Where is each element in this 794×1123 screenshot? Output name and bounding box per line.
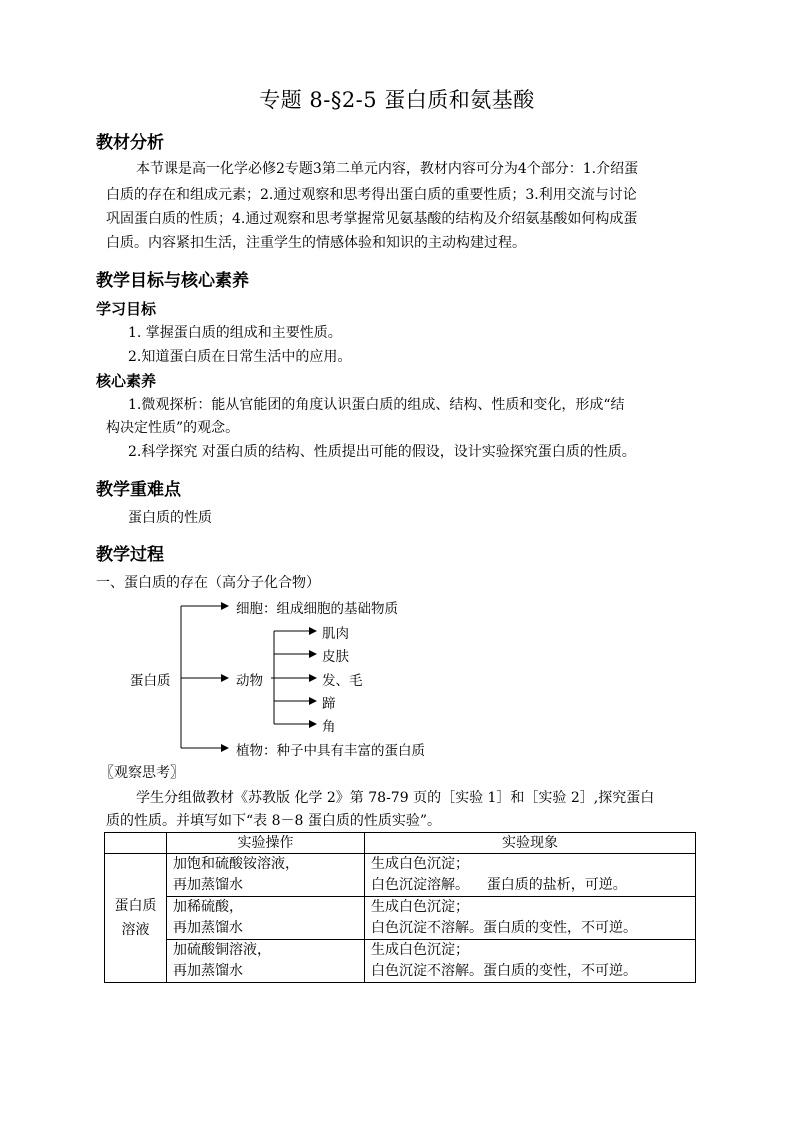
table-cell-result <box>365 897 696 940</box>
observe-line-2: 质的性质。并填写如下“表 8－8 蛋白质的性质实验”。 <box>106 813 442 829</box>
core-line-3: 2.科学探究 对蛋白质的结构、性质提出可能的假设，设计实验探究蛋白质的性质。 <box>128 444 636 460</box>
cell-line: 生成白色沉淀； <box>371 942 469 958</box>
keypoints-heading: 教学重难点 <box>96 480 181 500</box>
table-cell-op <box>167 897 365 940</box>
core-literacy-heading: 核心素养 <box>96 372 157 390</box>
learning-goals-heading: 学习目标 <box>96 300 157 318</box>
cell-line: 加稀硫酸， <box>173 899 243 915</box>
learning-goal-1: 1. 掌握蛋白质的组成和主要性质。 <box>128 325 342 341</box>
cell-line: 白色沉淀溶解。 蛋白质的盐析，可逆。 <box>371 877 627 893</box>
analysis-line-2: 白质的存在和组成元素；2.通过观察和思考得出蛋白质的重要性质；3.利用交流与讨论 <box>106 187 637 203</box>
cell-line: 加硫酸铜溶液， <box>173 942 271 958</box>
analysis-line-4: 白质。内容紧扣生活，注重学生的情感体验和知识的主动构建过程。 <box>106 235 526 251</box>
observe-line-1: 学生分组做教材《苏教版 化学 2》第 78-79 页的［实验 1］和［实验 2］,探究蛋白 <box>136 790 655 806</box>
table-row <box>105 854 696 897</box>
table-header-op: 实验操作 <box>167 833 365 854</box>
table-cell-op <box>167 854 365 897</box>
row-head-line: 蛋白质 <box>114 898 157 914</box>
cell-line: 再加蒸馏水 <box>173 877 243 893</box>
diagram-animal: 动物 <box>236 673 263 689</box>
learning-goal-2: 2.知道蛋白质在日常生活中的应用。 <box>128 349 352 365</box>
goals-heading: 教学目标与核心素养 <box>96 271 249 291</box>
protein-experiment-table <box>104 832 696 983</box>
table-header-row <box>105 833 696 854</box>
table-row <box>105 897 696 940</box>
cell-line: 生成白色沉淀； <box>371 856 469 872</box>
cell-line: 再加蒸馏水 <box>173 920 243 936</box>
table-corner-cell <box>105 833 167 854</box>
cell-line: 白色沉淀不溶解。蛋白质的变性，不可逆。 <box>371 920 637 936</box>
core-line-1: 1.微观探析：能从官能团的角度认识蛋白质的组成、结构、性质和变化，形成“结 <box>128 397 625 413</box>
diagram-animal-item: 皮肤 <box>322 649 349 665</box>
diagram-root: 蛋白质 <box>130 673 171 689</box>
table-cell-op <box>167 940 365 983</box>
analysis-line-1: 本节课是高一化学必修2专题3第二单元内容，教材内容可分为4个部分：1.介绍蛋 <box>136 161 639 177</box>
table-cell-result <box>365 940 696 983</box>
diagram-animal-item: 肌肉 <box>322 626 349 642</box>
table-cell-result <box>365 854 696 897</box>
row-head-line: 溶液 <box>121 922 150 938</box>
observe-heading: 〖观察思考〗 <box>100 765 184 781</box>
analysis-line-3: 巩固蛋白质的性质；4.通过观察和思考掌握常见氨基酸的结构及介绍氨基酸如何构成蛋 <box>106 211 638 227</box>
diagram-animal-item: 角 <box>322 719 336 735</box>
cell-line: 加饱和硫酸铵溶液， <box>173 856 299 872</box>
diagram-cell: 细胞：组成细胞的基础物质 <box>236 601 398 617</box>
cell-line: 白色沉淀不溶解。蛋白质的变性，不可逆。 <box>371 963 637 979</box>
cell-line: 再加蒸馏水 <box>173 963 243 979</box>
table-header-result: 实验现象 <box>365 833 696 854</box>
process-subheading: 一、蛋白质的存在（高分子化合物） <box>96 575 320 591</box>
core-line-2: 构决定性质”的观念。 <box>106 420 240 436</box>
process-heading: 教学过程 <box>96 545 164 565</box>
diagram-plant: 植物：种子中具有丰富的蛋白质 <box>236 743 425 759</box>
table-row <box>105 940 696 983</box>
table-row-head <box>105 854 167 983</box>
diagram-animal-item: 发、毛 <box>322 673 363 689</box>
cell-line: 生成白色沉淀； <box>371 899 469 915</box>
page-title: 专题 8-§2-5 蛋白质和氨基酸 <box>259 88 535 112</box>
diagram-animal-item: 蹄 <box>322 696 336 712</box>
analysis-heading: 教材分析 <box>96 133 164 153</box>
keypoints-text: 蛋白质的性质 <box>128 510 212 526</box>
